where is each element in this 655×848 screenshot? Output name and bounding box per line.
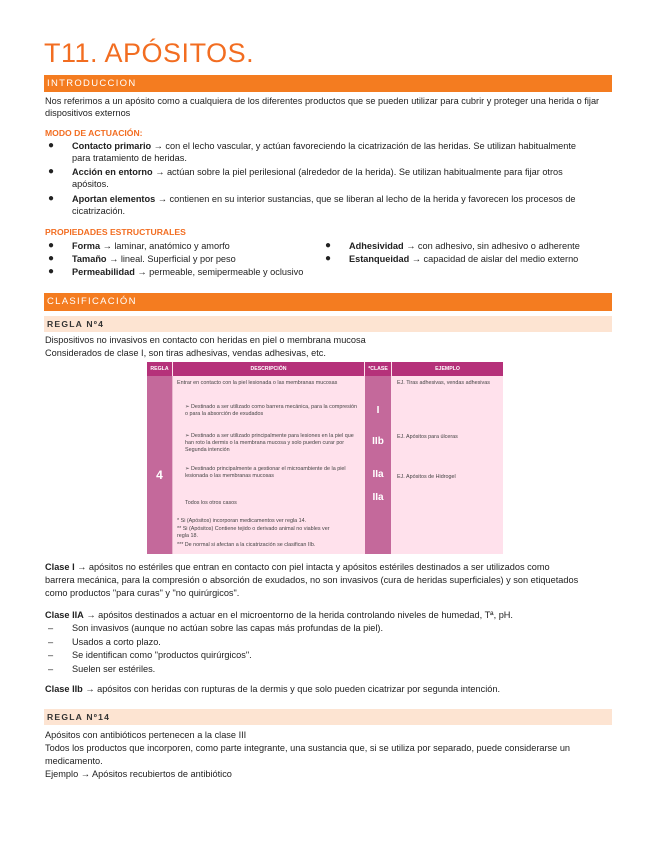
table-clase-value: IIb [372,436,384,447]
text: → laminar, anatómico y amorfo [100,241,230,251]
term: Clase IIA [45,610,84,620]
clase1-line1 [45,561,613,573]
table-header-descripcion: DESCRIPCIÓN [173,362,364,376]
props-title: PROPIEDADES ESTRUCTURALES [45,227,186,237]
table-desc-item: ➢ Destinado principalmente a gestionar el microambiente de la piel lesionada o las membranas mucosas [185,466,346,480]
bullet-icon: ● [48,193,55,204]
table-desc-item: ➢ Destinado a ser utilizado como barrera mecánica, para la compresión o para la absorción de exudados [185,404,358,418]
clase2b-line [45,683,613,695]
table-header-clase: *CLASE [365,362,391,376]
regla4-line1: Dispositivos no invasivos en contacto con heridas en piel o membrana mucosa [45,335,366,345]
table-divider [172,376,173,554]
section-header-clasificacion: CLASIFICACIÓN [44,293,612,311]
term: Acción en entorno [72,167,153,177]
term: Aportan elementos [72,194,156,204]
modo-title: MODO DE ACTUACIÓN: [45,128,143,138]
bullet-icon: ● [48,253,55,264]
table-header-regla: REGLA [147,362,172,376]
bullet-icon: ● [48,140,55,151]
table-ejemplo: EJ. Apósitos de Hidrogel [397,474,456,480]
regla14-line3: medicamento. [45,756,103,766]
term: Clase I [45,562,75,572]
text: → apósitos no estériles que entran en contacto con piel intacta y apósitos estériles destinados a ser utilizados como [74,562,550,572]
clase1-line2: barrera mecánica, para la compresión o absorción de exudados, no son invasivos (cura de heridas superficiales) y son etiquetados [45,575,579,585]
section-header-introduccion: INTRODUCCION [44,75,612,92]
table-note: * Si (Apósitos) incorporan medicamentos ver regla 14. [177,518,307,524]
document-page: T11. APÓSITOS. INTRODUCCION Nos referimos a un apósito como a cualquiera de los diferentes productos que se pueden utilizar para cubrir y proteger una herida o fijar dispositivos externos MODO DE ACTUACIÓN: ● Contacto primario → con el lecho vascular, y actúan favoreciendo la cicatrización de las heridas. Se utilizan habitualmente para tratamiento de heridas. ● Acción en entorno → actúan sobre la piel perilesional (alrededor de la herida). Se utilizan habitualmente para fijar otros apósitos. ● Aportan elementos → contienen en su interior sustancias, que se liberan al lecho de la herida y favorecen los procesos de cicatrización. PROPIEDADES ESTRUCTURALES ● Forma → laminar, anatómico y amorfo ● Tamaño → lineal. Superficial y por peso ● Permeabilidad → permeable, semipermeable y oclusivo ● Adhesividad → con adhesivo, sin adhesivo o adherente ● Estanqueidad → capacidad de aislar del medio externo CLASIFICACIÓN REGLA Nº4 Dispositivos no invasivos en contacto con heridas en piel o membrana mucosa Considerados de clase I, son tiras adhesivas, vendas adhesivas, etc. REGLA DESCRIPCIÓN *CLASE EJEMPLO 4 Entrar en contacto con la piel lesionada o las membranas mucosas ➢ Destinado a ser utilizado como barrera mecánica, para la compresión o para la absorción de exudados ➢ Destinado a ser utilizado principalmente para lesiones en la piel que han roto la dermis o la membrana mucosa y solo pueden curar por Segunda intención ➢ Destinado principalmente a gestionar el microambiente de la piel lesionada o las membranas mucosas Todos los otros casos * Si (Apósitos) incorporan medicamentos ver regla 14. ** Si (Apósitos) Contiene tejido o derivado animal no viables ver regla 18. *** De normal si afectan a la cicatrización se clasifican IIb. I IIb IIa IIa EJ. Tiras adhesivas, vendas adhesivas EJ. Apósitos para úlceras EJ. Apósitos de Hidrogel Clase I → apósitos no estériles que entran en contacto con piel intacta y apósitos estériles destinados a ser utilizados como barrera mecánica, para la compresión o absorción de exudados, no son invasivos (cura de heridas superficiales) y son etiquetados como productos "para curas" y "no quirúrgicos". Clase IIA → apósitos destinados a actuar en el microentorno de la herida controlando niveles de humedad, Tª, pH. – Son invasivos (aunque no actúan sobre las capas más profundas de la piel). – Usados a corto plazo. – Se identifican como "productos quirúrgicos". – Suelen ser estériles. Clase IIb → apósitos con heridas con rupturas de la dermis y que solo pueden cicatrizar por segunda intención. REGLA Nº14 Apósitos con antibióticos pertenecen a la clase III Todos los productos que incorporen, como parte integrante, una sustancia que, si se utiliza por separado, puede considerarse un medicamento. Ejemplo → Apósitos recubiertos de antibiótico [0,0,655,848]
table-desc-intro: Entrar en contacto con la piel lesionada o las membranas mucosas [177,380,338,386]
text: apósitos. [72,179,109,190]
table-note: *** De normal si afectan a la cicatrización se clasifican IIb. [177,542,316,548]
term: Adhesividad [349,241,404,251]
clase1-line3: como productos "para curas" y "no quirúrgicos". [45,588,240,598]
term: Clase IIb [45,684,83,694]
text: cicatrización. [72,206,126,217]
text: para tratamiento de heridas. [72,153,187,164]
dash-icon: – [48,650,54,660]
text: → apósitos con heridas con rupturas de la dermis y que solo pueden cicatrizar por segunda intención. [82,684,501,694]
table-clase-value: I [376,405,380,416]
table-regla-cell: 4 [147,376,172,554]
regla4-header: REGLA Nº4 [44,316,612,332]
text: → con el lecho vascular, y actúan favoreciendo la cicatrización de las heridas. Se utilizan habitualmente [151,141,577,151]
text: → contienen en su interior sustancias, que se liberan al lecho de la herida y favorecen los procesos de [155,194,576,204]
regla14-line1: Apósitos con antibióticos pertenecen a la clase III [45,730,247,740]
table-clase-value: IIa [372,469,384,480]
regla4-line2: Considerados de clase I, son tiras adhesivas, vendas adhesivas, etc. [45,348,326,358]
table-desc-item: Todos los otros casos [185,500,237,506]
regla14-header: REGLA Nº14 [44,709,612,725]
dash-icon: – [48,623,54,633]
term: Forma [72,241,101,251]
bullet-icon: ● [325,240,332,251]
text: → capacidad de aislar del medio externo [409,254,579,264]
term: Permeabilidad [72,267,135,277]
table-ejemplo: EJ. Apósitos para úlceras [397,434,458,440]
page-title: T11. APÓSITOS. [44,38,255,68]
table-clase-value: IIa [372,492,384,503]
table-note: ** Si (Apósitos) Contiene tejido o derivado animal no viables ver regla 18. [177,526,330,540]
classification-table [147,362,503,554]
term: Contacto primario [72,141,152,151]
table-header-ejemplo: EJEMPLO [392,362,503,376]
text: → con adhesivo, sin adhesivo o adherente [403,241,580,251]
intro-text: Nos referimos a un apósito como a cualquiera de los diferentes productos que se pueden utilizar para cubrir y proteger una herida o fijar dispositivos externos [45,96,600,119]
dash-icon: – [48,637,54,647]
text: → actúan sobre la piel perilesional (alrededor de la herida). Se utilizan habitualmente para fijar otros [152,167,563,177]
dash-icon: – [48,664,54,674]
term: Estanqueidad [349,254,410,264]
bullet-icon: ● [48,166,55,177]
bullet-icon: ● [325,253,332,264]
term: Tamaño [72,254,107,264]
table-clase-column [365,376,391,554]
text: → permeable, semipermeable y oclusivo [134,267,304,277]
bullet-icon: ● [48,266,55,277]
table-desc-item: ➢ Destinado a ser utilizado principalmente para lesiones en la piel que han roto la dermis o la membrana mucosa y solo pueden curar por Segunda intención [185,433,354,454]
clase2a-line [45,609,613,621]
text: → lineal. Superficial y por peso [106,254,236,264]
table-ejemplo: EJ. Tiras adhesivas, vendas adhesivas [397,380,490,386]
regla14-line2: Todos los productos que incorporen, como parte integrante, una sustancia que, si se utiliza por separado, puede considerarse un [45,743,571,753]
regla14-line4: Ejemplo → Apósitos recubiertos de antibiótico [45,769,232,779]
bullet-icon: ● [48,240,55,251]
text: → apósitos destinados a actuar en el microentorno de la herida controlando niveles de humedad, Tª, pH. [83,610,513,620]
